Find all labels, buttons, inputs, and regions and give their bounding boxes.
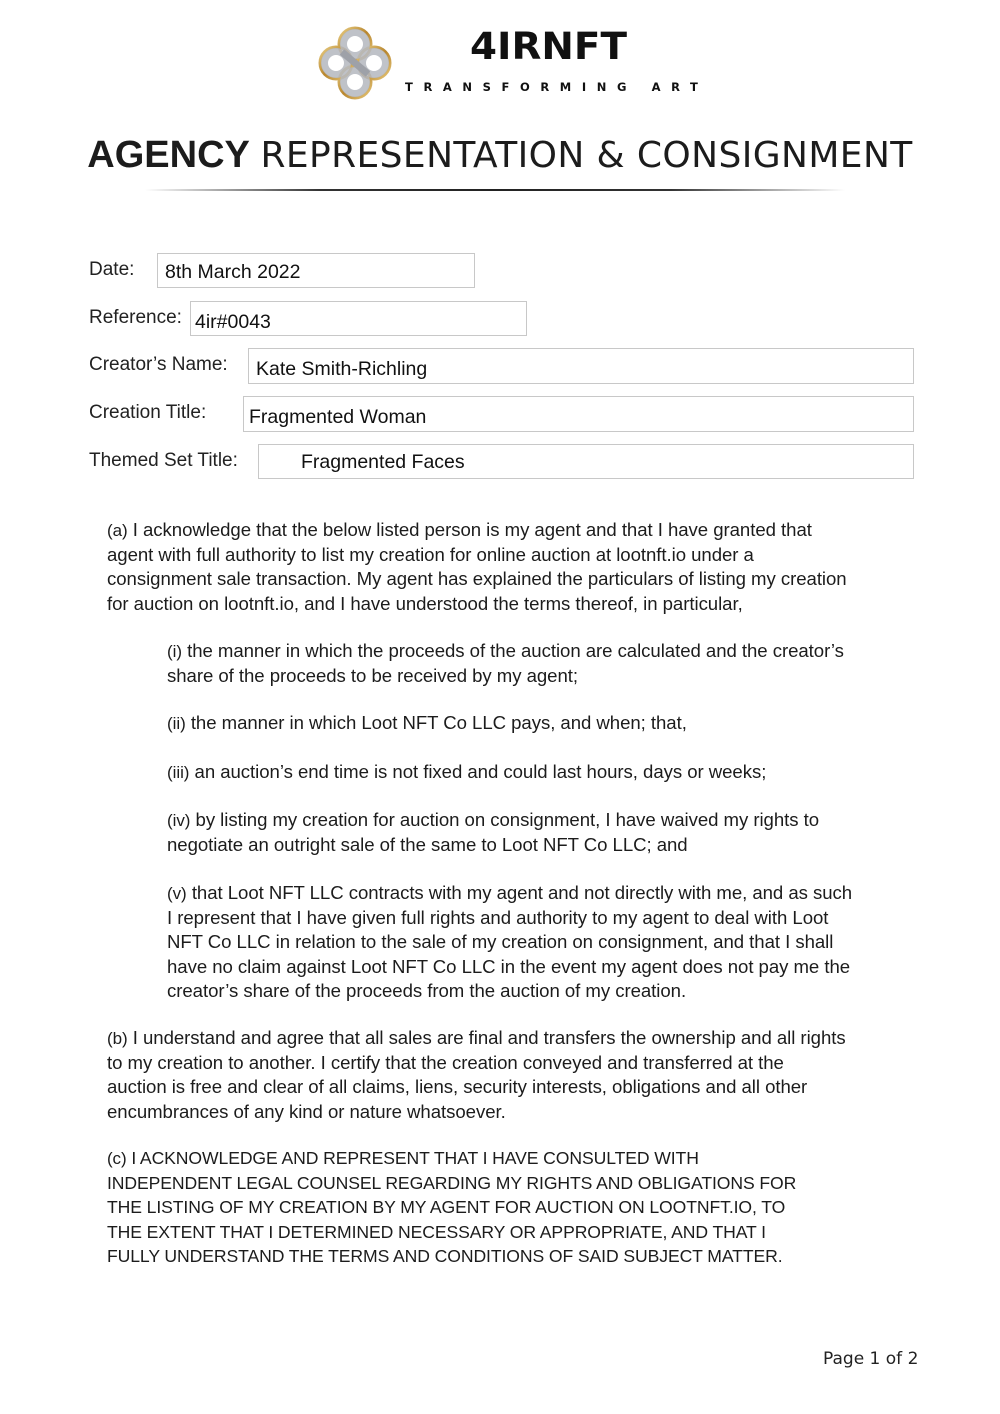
reference-label: Reference: [89,307,182,328]
brand-name: 4IRNFT [470,25,627,68]
themed-set-title-value: Fragmented Faces [301,451,465,473]
creation-title-field[interactable] [243,396,914,432]
date-value: 8th March 2022 [165,261,301,283]
clause-b: (b) I understand and agree that all sales are final and transfers the ownership and all rights to my creation to another. I certify that the creation conveyed and transferred at the auction is free and clear of all claims, liens, security interests, obligations and all other encumbrances of any kind or nature whatsoever. [107,1027,846,1122]
reference-value: 4ir#0043 [195,311,271,333]
clause-a-item-iv: (iv) by listing my creation for auction on consignment, I have waived my rights to negotiate an outright sale of the same to Loot NFT Co LLC; and [167,809,820,856]
title-light: REPRESENTATION & CONSIGNMENT [260,135,913,176]
creation-title-value: Fragmented Woman [249,405,427,428]
creation-title-label: Creation Title: [89,402,207,423]
clause-a-marker: (a) [107,521,128,540]
clause-a-line: for auction on lootnft.io, and I have understood the terms thereof, in particular, [107,592,743,614]
creator-name-value: Kate Smith-Richling [256,358,428,380]
clause-a-item-iii: (iii) an auction’s end time is not fixed and could last hours, days or weeks; [167,761,767,782]
creator-name-field[interactable] [248,348,914,384]
clause-a-item-v: (v) that Loot NFT LLC contracts with my agent and not directly with me, and as such I represent that I have given full rights and authority to my agent to deal with Loot NFT Co LLC in relation to the sale of my creation on consignment, and that I shall have no claim against Loot NFT Co LLC in the event my agent does not pay me the creator’s share of the proceeds from the auction of my creation. [167,882,853,1001]
gold-infinity-knot-logo-icon [316,24,394,102]
item-marker: (ii) [167,714,186,733]
page-number: Page 1 of 2 [823,1349,919,1369]
clause-a-line: consignment sale transaction. My agent has explained the particulars of listing my creation [107,568,847,590]
title-divider [145,189,845,191]
themed-set-title-label: Themed Set Title: [89,450,238,471]
item-marker: (i) [167,642,182,661]
date-label: Date: [89,259,135,280]
reference-field[interactable] [190,301,527,336]
creator-name-label: Creator’s Name: [89,354,228,375]
page-title [0,136,1000,174]
themed-set-title-field[interactable] [258,444,914,479]
brand-tagline: TRANSFORMING ART [405,80,709,94]
clause-a-item-ii: (ii) the manner in which Loot NFT Co LLC pays, and when; that, [167,712,687,733]
clause-a-item-i: (i) the manner in which the proceeds of the auction are calculated and the creator’s share of the proceeds to be received by my agent; [167,640,844,687]
clause-b-marker: (b) [107,1029,128,1048]
clause-a-line: (a) I acknowledge that the below listed person is my agent and that I have granted that [107,519,812,540]
date-field[interactable] [157,253,475,288]
item-marker: (iv) [167,811,191,830]
clause-c: (c) I ACKNOWLEDGE AND REPRESENT THAT I HAVE CONSULTED WITH INDEPENDENT LEGAL COUNSEL REGARDING MY RIGHTS AND OBLIGATIONS FOR THE LISTING OF MY CREATION BY MY AGENT FOR AUCTION ON LOOTNFT.IO, TO THE EXTENT THAT I DETERMINED NECESSARY OR APPROPRIATE, AND THAT I FULLY UNDERSTAND THE TERMS AND CONDITIONS OF SAID SUBJECT MATTER. [107,1148,797,1266]
title-bold: AGENCY [87,134,250,176]
clause-a-line: agent with full authority to list my creation for online auction at lootnft.io under a [107,544,754,566]
item-marker: (iii) [167,763,190,782]
clause-a [107,518,937,616]
clause-c-marker: (c) [107,1149,127,1168]
item-marker: (v) [167,884,187,903]
